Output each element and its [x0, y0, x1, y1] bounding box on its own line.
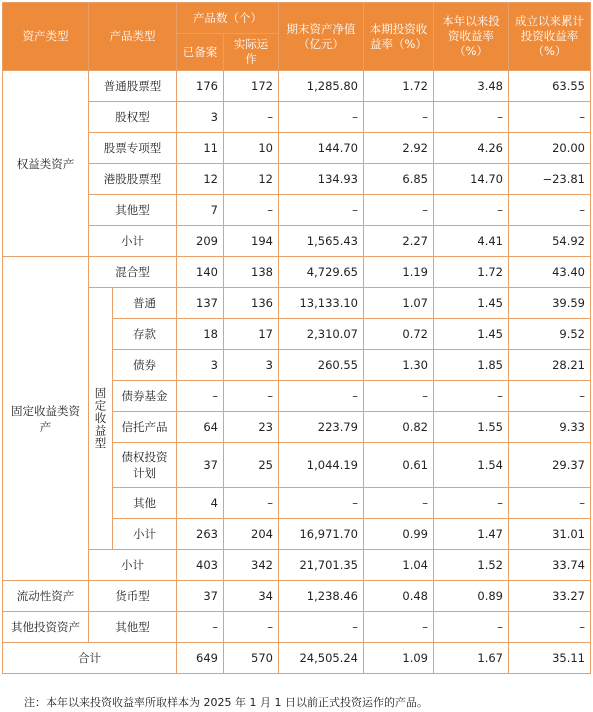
cell-period-return: 6.85 [364, 164, 434, 195]
cell-operating: 17 [224, 319, 279, 350]
cell-cum-return: −23.81 [509, 164, 591, 195]
cell-cum-return: – [509, 102, 591, 133]
group-equity: 权益类资产 [3, 71, 89, 257]
cell-filed: 263 [177, 519, 224, 550]
product-type-label: 混合型 [89, 257, 177, 288]
product-type-label: 普通股票型 [89, 71, 177, 102]
cell-operating: 342 [224, 550, 279, 581]
cell-cum-return: – [509, 612, 591, 643]
cell-period-return: 1.30 [364, 350, 434, 381]
cell-ytd-return: 1.55 [434, 412, 509, 443]
product-type-label: 其他 [113, 488, 177, 519]
cell-filed: 403 [177, 550, 224, 581]
cell-period-return: 1.09 [364, 643, 434, 674]
product-type-label: 小计 [113, 519, 177, 550]
product-type-label: 普通 [113, 288, 177, 319]
cell-cum-return: 54.92 [509, 226, 591, 257]
product-type-label: 债权投资计划 [113, 443, 177, 488]
cell-operating: 136 [224, 288, 279, 319]
cell-nav: 1,565.43 [279, 226, 364, 257]
product-type-label: 股票专项型 [89, 133, 177, 164]
cell-cum-return: 31.01 [509, 519, 591, 550]
cell-cum-return: 39.59 [509, 288, 591, 319]
cell-ytd-return: 14.70 [434, 164, 509, 195]
cell-filed: 4 [177, 488, 224, 519]
cell-nav: 24,505.24 [279, 643, 364, 674]
cell-nav: 21,701.35 [279, 550, 364, 581]
total-label: 合计 [3, 643, 177, 674]
cell-nav: 16,971.70 [279, 519, 364, 550]
cell-nav: 1,044.19 [279, 443, 364, 488]
cell-cum-return: – [509, 195, 591, 226]
cell-ytd-return: – [434, 488, 509, 519]
cell-period-return: – [364, 612, 434, 643]
cell-period-return: – [364, 381, 434, 412]
table-row [3, 612, 591, 643]
cell-cum-return: 33.74 [509, 550, 591, 581]
cell-operating: 25 [224, 443, 279, 488]
cell-nav: 2,310.07 [279, 319, 364, 350]
table-row [3, 102, 591, 133]
cell-ytd-return: 4.26 [434, 133, 509, 164]
cell-ytd-return: 1.54 [434, 443, 509, 488]
data-table [2, 2, 591, 674]
cell-nav: – [279, 195, 364, 226]
cell-cum-return: 33.27 [509, 581, 591, 612]
group-other: 其他投资资产 [3, 612, 89, 643]
cell-operating: 138 [224, 257, 279, 288]
footnote: 注：本年以来投资收益率所取样本为 2025 年 1 月 1 日以前正式投资运作的产品。 [24, 696, 428, 709]
cell-operating: 204 [224, 519, 279, 550]
cell-cum-return: 29.37 [509, 443, 591, 488]
cell-ytd-return: 1.47 [434, 519, 509, 550]
cell-filed: 64 [177, 412, 224, 443]
table-row [3, 550, 591, 581]
cell-nav: – [279, 612, 364, 643]
cell-period-return: 2.92 [364, 133, 434, 164]
cell-filed: – [177, 381, 224, 412]
cell-operating: 12 [224, 164, 279, 195]
cell-period-return: 1.07 [364, 288, 434, 319]
table-row [3, 195, 591, 226]
cell-period-return: 1.72 [364, 71, 434, 102]
group-liquidity: 流动性资产 [3, 581, 89, 612]
cell-operating: – [224, 195, 279, 226]
cell-ytd-return: 1.52 [434, 550, 509, 581]
header-asset-class: 资产类型 [3, 3, 89, 71]
cell-nav: 13,133.10 [279, 288, 364, 319]
header-ytd-return: 本年以来投资收益率（%） [434, 3, 509, 71]
cell-filed: 209 [177, 226, 224, 257]
cell-operating: 34 [224, 581, 279, 612]
header-nav: 期末资产净值（亿元） [279, 3, 364, 71]
cell-operating: 172 [224, 71, 279, 102]
cell-filed: 12 [177, 164, 224, 195]
product-type-label: 货币型 [89, 581, 177, 612]
group-fixed-sub: 固定收益型 [89, 288, 113, 550]
cell-cum-return: – [509, 488, 591, 519]
table-row [3, 226, 591, 257]
cell-ytd-return: 0.89 [434, 581, 509, 612]
cell-nav: – [279, 102, 364, 133]
cell-nav: 1,285.80 [279, 71, 364, 102]
cell-ytd-return: – [434, 102, 509, 133]
cell-operating: 194 [224, 226, 279, 257]
cell-ytd-return: – [434, 612, 509, 643]
product-type-label: 债券 [113, 350, 177, 381]
cell-cum-return: 9.52 [509, 319, 591, 350]
product-type-label: 股权型 [89, 102, 177, 133]
cell-nav: 134.93 [279, 164, 364, 195]
cell-period-return: 0.61 [364, 443, 434, 488]
table-row [3, 133, 591, 164]
cell-filed: 7 [177, 195, 224, 226]
table-row [3, 643, 591, 674]
header-operating: 实际运作 [224, 34, 279, 71]
cell-operating: 570 [224, 643, 279, 674]
cell-nav: 1,238.46 [279, 581, 364, 612]
cell-ytd-return: 3.48 [434, 71, 509, 102]
table-row [3, 71, 591, 102]
cell-filed: 140 [177, 257, 224, 288]
cell-period-return: 0.72 [364, 319, 434, 350]
cell-ytd-return: 1.67 [434, 643, 509, 674]
cell-nav: – [279, 488, 364, 519]
table-row [3, 257, 591, 288]
cell-cum-return: 28.21 [509, 350, 591, 381]
group-fixed: 固定收益类资产 [3, 257, 89, 581]
cell-nav: 144.70 [279, 133, 364, 164]
cell-nav: – [279, 381, 364, 412]
cell-filed: 37 [177, 581, 224, 612]
cell-filed: 3 [177, 350, 224, 381]
cell-cum-return: 35.11 [509, 643, 591, 674]
cell-period-return: 2.27 [364, 226, 434, 257]
cell-period-return: 0.99 [364, 519, 434, 550]
table-row [3, 581, 591, 612]
table-row [3, 164, 591, 195]
table-row [3, 288, 591, 319]
header-product-count: 产品数（个） [177, 3, 279, 34]
cell-ytd-return: 1.45 [434, 288, 509, 319]
cell-period-return: 0.48 [364, 581, 434, 612]
cell-filed: 18 [177, 319, 224, 350]
cell-period-return: 0.82 [364, 412, 434, 443]
cell-ytd-return: – [434, 381, 509, 412]
product-type-label: 债券基金 [113, 381, 177, 412]
cell-period-return: 1.19 [364, 257, 434, 288]
cell-filed: 3 [177, 102, 224, 133]
product-type-label: 其他型 [89, 612, 177, 643]
cell-period-return: – [364, 488, 434, 519]
header-product-type: 产品类型 [89, 3, 177, 71]
cell-period-return: 1.04 [364, 550, 434, 581]
cell-cum-return: 20.00 [509, 133, 591, 164]
cell-operating: 23 [224, 412, 279, 443]
cell-cum-return: 63.55 [509, 71, 591, 102]
cell-operating: – [224, 612, 279, 643]
cell-ytd-return: 1.45 [434, 319, 509, 350]
cell-filed: 11 [177, 133, 224, 164]
cell-nav: 4,729.65 [279, 257, 364, 288]
cell-filed: 37 [177, 443, 224, 488]
product-type-label: 港股股票型 [89, 164, 177, 195]
cell-filed: 649 [177, 643, 224, 674]
cell-operating: – [224, 488, 279, 519]
cell-ytd-return: 1.72 [434, 257, 509, 288]
cell-operating: 10 [224, 133, 279, 164]
cell-ytd-return: – [434, 195, 509, 226]
cell-nav: 260.55 [279, 350, 364, 381]
cell-ytd-return: 4.41 [434, 226, 509, 257]
product-type-label: 小计 [89, 550, 177, 581]
product-type-label: 存款 [113, 319, 177, 350]
header-cum-return: 成立以来累计投资收益率（%） [509, 3, 591, 71]
product-type-label: 信托产品 [113, 412, 177, 443]
cell-filed: – [177, 612, 224, 643]
product-type-label: 其他型 [89, 195, 177, 226]
cell-period-return: – [364, 195, 434, 226]
cell-filed: 176 [177, 71, 224, 102]
cell-operating: 3 [224, 350, 279, 381]
cell-period-return: – [364, 102, 434, 133]
cell-operating: – [224, 381, 279, 412]
cell-cum-return: 43.40 [509, 257, 591, 288]
cell-cum-return: 9.33 [509, 412, 591, 443]
cell-operating: – [224, 102, 279, 133]
product-type-label: 小计 [89, 226, 177, 257]
header-filed: 已备案 [177, 34, 224, 71]
cell-filed: 137 [177, 288, 224, 319]
cell-cum-return: – [509, 381, 591, 412]
cell-nav: 223.79 [279, 412, 364, 443]
header-period-return: 本期投资收益率（%） [364, 3, 434, 71]
cell-ytd-return: 1.85 [434, 350, 509, 381]
